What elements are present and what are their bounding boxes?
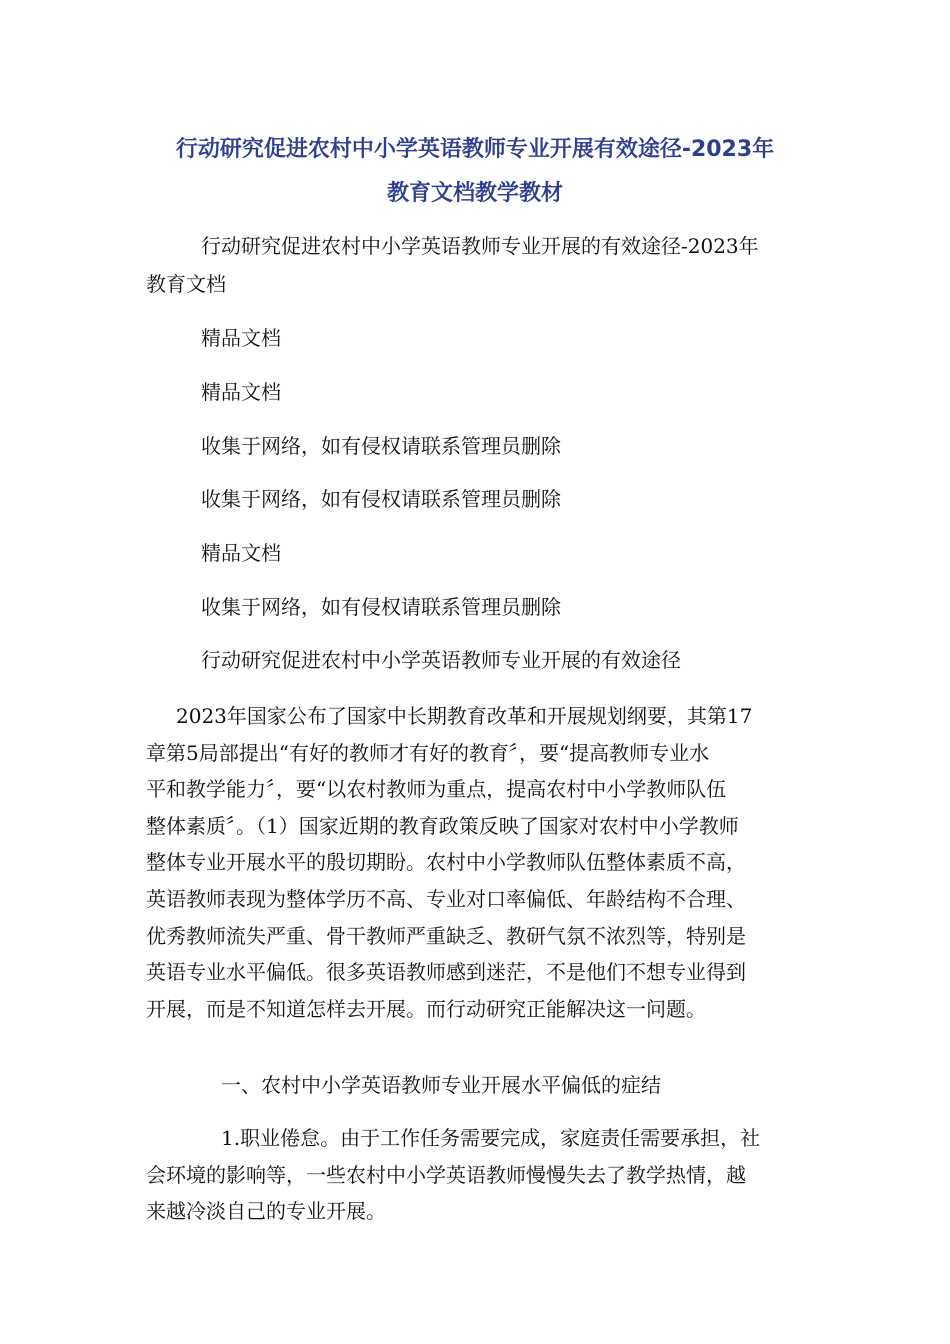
note-line: 收集于网络，如有侵权请联系管理员删除 xyxy=(201,434,561,458)
body-paragraph-2 xyxy=(146,1120,806,1230)
note-line: 收集于网络，如有侵权请联系管理员删除 xyxy=(201,595,561,619)
paragraph-line: 会环境的影响等，一些农村中小学英语教师慢慢失去了教学热情，越 xyxy=(146,1162,746,1187)
document-title-line-1: 行动研究促进农村中小学英语教师专业开展有效途径-2023年 xyxy=(175,137,775,162)
paragraph-line: 整体素质〞。（1）国家近期的教育政策反映了国家对农村中小学教师 xyxy=(146,813,739,838)
body-paragraph-1 xyxy=(146,698,806,1027)
note-line: 精品文档 xyxy=(201,380,281,404)
paragraph-line: 英语教师表现为整体学历不高、专业对口率偏低、年龄结构不合理、 xyxy=(146,886,746,911)
paragraph-line: 来越冷淡自己的专业开展。 xyxy=(146,1199,386,1224)
paragraph-line: 开展，而是不知道怎样去开展。而行动研究正能解决这一问题。 xyxy=(146,996,706,1021)
document-title-line-2: 教育文档教学教材 xyxy=(386,181,563,206)
paragraph-line: 平和教学能力〞，要“以农村教师为重点，提高农村中小学教师队伍 xyxy=(146,777,727,802)
paragraph-line: 优秀教师流失严重、骨干教师严重缺乏、教研气氛不浓烈等，特别是 xyxy=(146,923,746,948)
paragraph-line: 英语专业水平偏低。很多英语教师感到迷茫，不是他们不想专业得到 xyxy=(146,960,746,985)
subtitle-line-2: 教育文档 xyxy=(146,272,226,296)
subtitle-line-1: 行动研究促进农村中小学英语教师专业开展的有效途径-2023年 xyxy=(201,234,759,258)
paragraph-line: 章第5局部提出“有好的教师才有好的教育〞，要“提高教师专业水 xyxy=(146,740,710,765)
paragraph-line: 1.职业倦怠。由于工作任务需要完成，家庭责任需要承担，社 xyxy=(221,1126,761,1150)
section-heading: 一、农村中小学英语教师专业开展水平偏低的症结 xyxy=(221,1073,661,1097)
note-line: 精品文档 xyxy=(201,326,281,350)
paragraph-line: 整体专业开展水平的殷切期盼。农村中小学教师队伍整体素质不高， xyxy=(146,850,746,875)
paragraph-line: 2023年国家公布了国家中长期教育改革和开展规划纲要，其第17 xyxy=(176,704,753,728)
note-line: 精品文档 xyxy=(201,541,281,565)
article-heading: 行动研究促进农村中小学英语教师专业开展的有效途径 xyxy=(201,648,681,672)
note-line: 收集于网络，如有侵权请联系管理员删除 xyxy=(201,487,561,511)
